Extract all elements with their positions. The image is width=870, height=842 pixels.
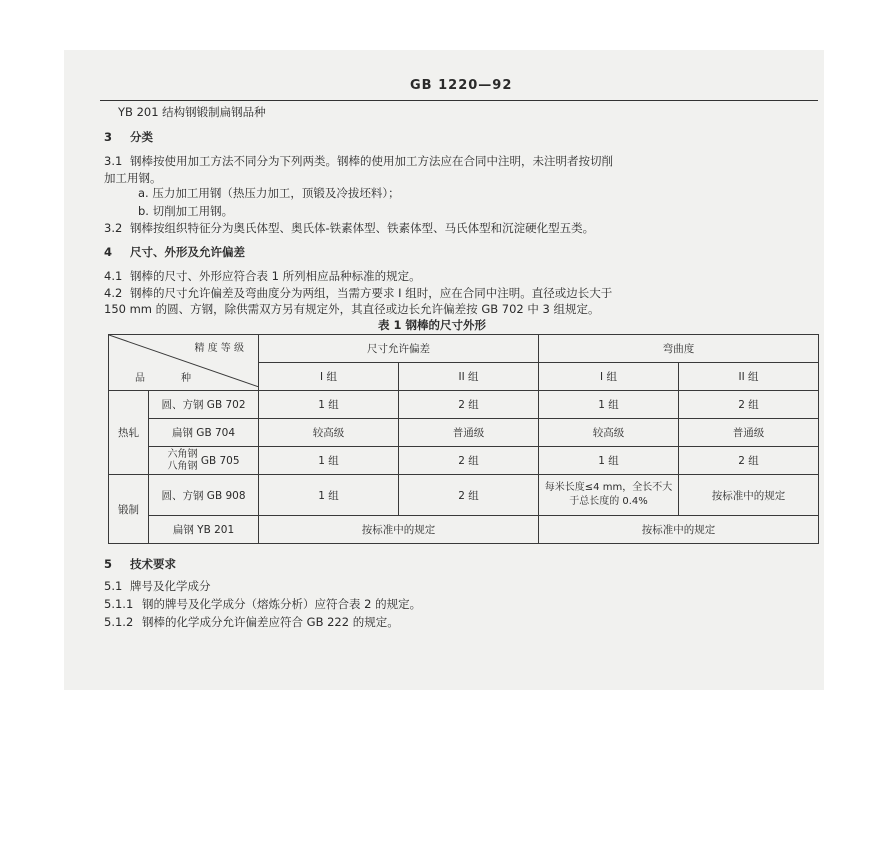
section-number: 4 — [104, 245, 113, 259]
header-group: II 组 — [679, 363, 819, 391]
header-size-tolerance: 尺寸允许偏差 — [259, 335, 539, 363]
header-bending: 弯曲度 — [539, 335, 819, 363]
header-group: I 组 — [539, 363, 679, 391]
table-corner-cell — [109, 335, 259, 391]
section-3-heading — [104, 129, 153, 145]
standard-code: GB 1220—92 — [410, 78, 513, 93]
table-cell: 2 组 — [399, 447, 539, 475]
table-cell: 2 组 — [399, 475, 539, 516]
table-row — [109, 419, 819, 447]
section-number: 3 — [104, 130, 113, 144]
table-cell-note: 每米长度≤4 mm，全长不大于总长度的 0.4% — [539, 475, 679, 516]
clause-5-1-2 — [104, 614, 399, 630]
clause-number: 3.1 — [104, 154, 123, 168]
table-cell: 2 组 — [679, 391, 819, 419]
clause-text: 钢棒的尺寸、外形应符合表 1 所列相应品种标准的规定。 — [130, 269, 421, 283]
product-name: 圆、方钢 GB 702 — [149, 391, 259, 419]
section-4-heading — [104, 244, 245, 260]
corner-label-product: 品 — [135, 373, 145, 384]
product-name-stack — [167, 449, 197, 473]
clause-number: 5.1.2 — [104, 615, 134, 629]
table-cell: 按标准中的规定 — [259, 516, 539, 544]
table-row — [109, 516, 819, 544]
clause-number: 4.2 — [104, 286, 123, 300]
product-octagon: 八角钢 — [167, 460, 198, 472]
product-name: 圆、方钢 GB 908 — [149, 475, 259, 516]
product-hexagon: 六角钢 — [167, 448, 198, 460]
clause-text: 钢棒按使用加工方法不同分为下列两类。钢棒的使用加工方法应在合同中注明，未注明者按切削 — [130, 154, 613, 168]
page-header — [100, 78, 818, 101]
product-name: 扁钢 GB 704 — [149, 419, 259, 447]
clause-text: 钢的牌号及化学成分（熔炼分析）应符合表 2 的规定。 — [142, 597, 422, 611]
table-cell: 1 组 — [539, 447, 679, 475]
header-group: II 组 — [399, 363, 539, 391]
clause-number: 5.1 — [104, 579, 123, 593]
table-cell: 2 组 — [399, 391, 539, 419]
header-group: I 组 — [259, 363, 399, 391]
clause-5-1 — [104, 578, 211, 594]
clause-4-2 — [104, 285, 612, 301]
clause-number: 3.2 — [104, 221, 123, 235]
category-forged: 锻制 — [109, 475, 149, 544]
table-cell: 1 组 — [259, 391, 399, 419]
table-row — [109, 447, 819, 475]
table-cell: 1 组 — [539, 391, 679, 419]
clause-3-1 — [104, 153, 613, 169]
table-cell: 按标准中的规定 — [539, 516, 819, 544]
reference-yb201: YB 201 结构钢锻制扁钢品种 — [118, 105, 266, 119]
table-cell: 普通级 — [399, 419, 539, 447]
section-title: 分类 — [130, 130, 153, 144]
category-hot-rolled: 热轧 — [109, 391, 149, 475]
table-cell: 较高级 — [259, 419, 399, 447]
clause-3-1-cont: 加工用钢。 — [104, 171, 162, 185]
item-b: b. 切削加工用钢。 — [138, 204, 234, 218]
table-row — [109, 475, 819, 516]
dimension-table — [108, 334, 819, 544]
clause-number: 4.1 — [104, 269, 123, 283]
clause-text: 牌号及化学成分 — [130, 579, 211, 593]
section-title: 技术要求 — [130, 557, 176, 571]
item-a: a. 压力加工用钢（热压力加工，顶锻及冷拔坯料）； — [138, 186, 400, 200]
corner-label-grade: 精 度 等 级 — [194, 343, 244, 354]
table-cell: 1 组 — [259, 447, 399, 475]
table-row — [109, 391, 819, 419]
clause-4-2-cont: 150 mm 的圆、方钢，除供需双方另有规定外，其直径或边长允许偏差按 GB 702 中 3 组规定。 — [104, 302, 600, 316]
clause-4-1 — [104, 268, 421, 284]
clause-number: 5.1.1 — [104, 597, 134, 611]
table-caption: 表 1 钢棒的尺寸外形 — [378, 318, 487, 332]
clause-text: 钢棒按组织特征分为奥氏体型、奥氏体-铁素体型、铁素体型、马氏体型和沉淀硬化型五类。 — [130, 221, 595, 235]
table-cell: 按标准中的规定 — [679, 475, 819, 516]
product-name: 扁钢 YB 201 — [149, 516, 259, 544]
section-5-heading — [104, 556, 176, 572]
table-cell: 普通级 — [679, 419, 819, 447]
table-cell: 1 组 — [259, 475, 399, 516]
table-cell: 较高级 — [539, 419, 679, 447]
product-standard: GB 705 — [200, 454, 240, 467]
section-title: 尺寸、外形及允许偏差 — [130, 245, 245, 259]
clause-3-2 — [104, 220, 594, 236]
section-number: 5 — [104, 557, 113, 571]
corner-label-kind: 种 — [181, 373, 191, 384]
table-cell: 2 组 — [679, 447, 819, 475]
clause-text: 钢棒的化学成分允许偏差应符合 GB 222 的规定。 — [142, 615, 399, 629]
clause-5-1-1 — [104, 596, 421, 612]
product-name — [149, 447, 259, 475]
clause-text: 钢棒的尺寸允许偏差及弯曲度分为两组，当需方要求 I 组时，应在合同中注明。直径或边长大于 — [130, 286, 613, 300]
